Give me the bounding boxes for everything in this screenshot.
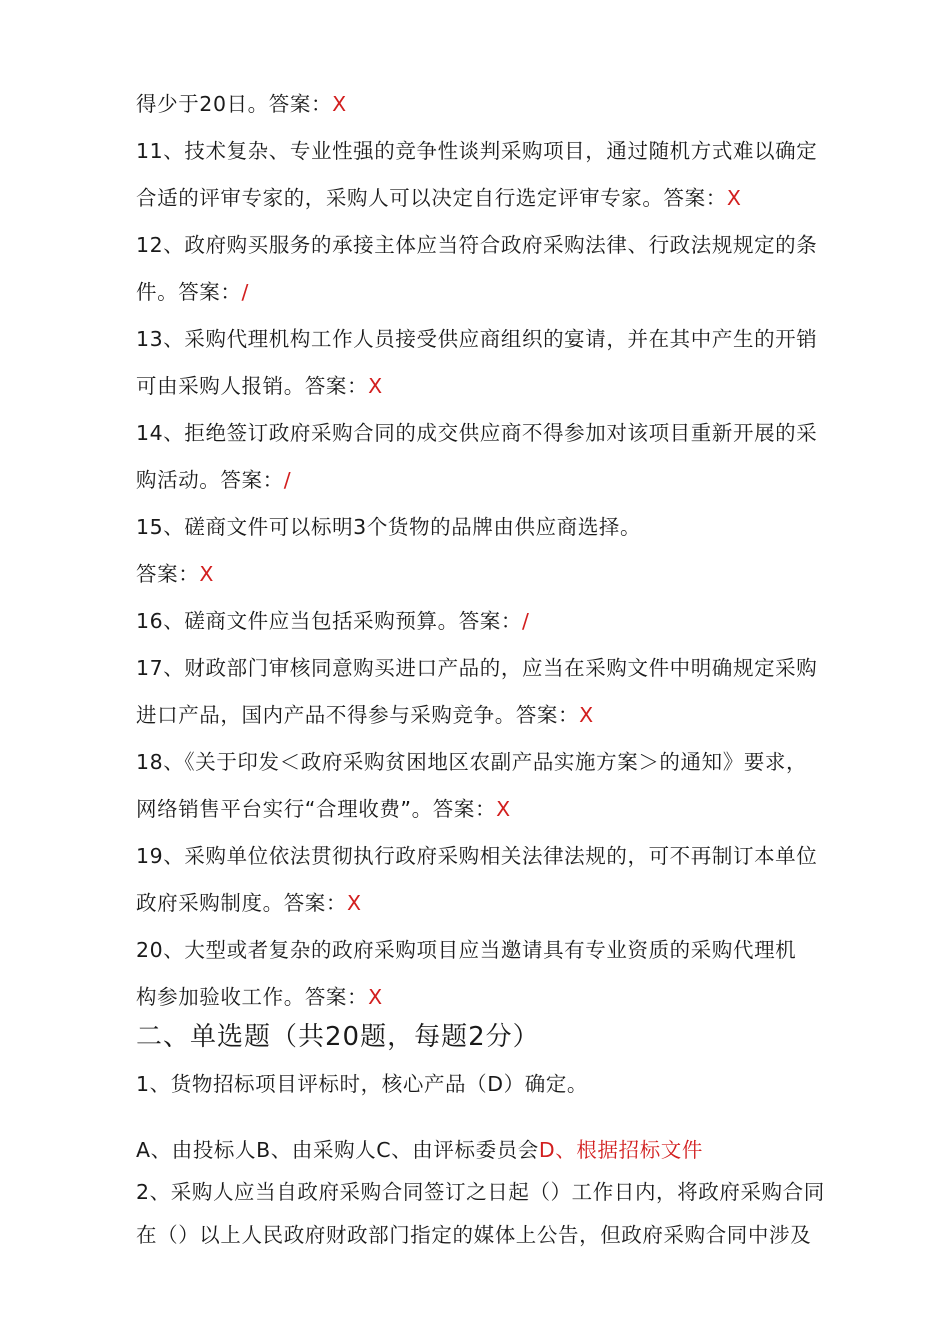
answer-mark: X	[726, 186, 742, 210]
answer-mark: X	[496, 797, 511, 821]
tf-q16-line1	[136, 606, 530, 636]
answer-label: 答案：	[304, 374, 369, 398]
tf-q15-line2	[136, 559, 214, 589]
q14-text: 购活动。	[136, 468, 221, 492]
tf-q20-line1: 20、大型或者复杂的政府采购项目应当邀请具有专业资质的采购代理机	[136, 938, 797, 962]
sc-q1-stem: 1、货物招标项目评标时，核心产品（D）确定。	[136, 1072, 589, 1096]
q17-text: 进口产品，国内产品不得参与采购竞争。	[136, 703, 516, 727]
answer-mark: /	[522, 609, 530, 633]
sc-q2-line2: 在（）以上人民政府财政部门指定的媒体上公告，但政府采购合同中涉及	[136, 1223, 812, 1247]
answer-label: 答案：	[283, 891, 348, 915]
tf-q18-line1: 18、《关于印发＜政府采购贫困地区农副产品实施方案＞的通知》要求，	[136, 750, 808, 774]
answer-mark: /	[283, 468, 292, 492]
answer-label: 答案：	[220, 468, 284, 492]
tf-q11-line1: 11、技术复杂、专业性强的竞争性谈判采购项目，通过随机方式难以确定	[136, 139, 818, 163]
answer-mark: /	[241, 280, 250, 304]
tf-q15-line1: 15、磋商文件可以标明3个货物的品牌由供应商选择。	[136, 515, 642, 539]
tf-q13-line1: 13、采购代理机构工作人员接受供应商组织的宴请，并在其中产生的开销	[136, 327, 818, 351]
options-abc: A、由投标人B、由采购人C、由评标委员会	[136, 1138, 539, 1162]
tf-q12-line2	[136, 277, 249, 307]
answer-label: 答案：	[432, 797, 497, 821]
tf-q14-line2	[136, 465, 291, 495]
tf-q19-line1: 19、采购单位依法贯彻执行政府采购相关法律法规的，可不再制订本单位	[136, 844, 818, 868]
sc-q2-line1: 2、采购人应当自政府采购合同签订之日起（）工作日内，将政府采购合同	[136, 1180, 825, 1204]
tf-q19-line2	[136, 888, 362, 918]
answer-label: 答案：	[268, 92, 333, 116]
q19-text: 政府采购制度。	[136, 891, 284, 915]
answer-label: 答案：	[458, 609, 522, 633]
tf-q17-line2	[136, 700, 594, 730]
tf-q17-line1: 17、财政部门审核同意购买进口产品的，应当在采购文件中明确规定采购	[136, 656, 818, 680]
answer-mark: X	[368, 374, 383, 398]
answer-mark: X	[347, 891, 362, 915]
answer-mark: X	[579, 703, 594, 727]
tf-q18-line2	[136, 794, 511, 824]
tf-q12-line1: 12、政府购买服务的承接主体应当符合政府采购法律、行政法规规定的条	[136, 233, 818, 257]
answer-label: 答案：	[178, 280, 242, 304]
q16-text: 16、磋商文件应当包括采购预算。	[136, 609, 459, 633]
tf-q10-tail	[136, 89, 347, 119]
q11-text: 合适的评审专家的，采购人可以决定自行选定评审专家。	[136, 186, 664, 210]
answer-mark: X	[332, 92, 347, 116]
q10-text: 得少于20日。	[136, 92, 269, 116]
answer-label: 答案：	[304, 985, 369, 1009]
answer-label: 答案：	[663, 186, 727, 210]
answer-label: 答案：	[136, 562, 200, 586]
section-heading-single-choice: 二、单选题（共20题，每题2分）	[136, 1022, 540, 1052]
tf-q13-line2	[136, 371, 383, 401]
sc-q1-options	[136, 1135, 703, 1165]
option-d-answer: D、根据招标文件	[538, 1138, 703, 1162]
tf-q20-line2	[136, 982, 383, 1012]
tf-q11-line2	[136, 183, 741, 213]
q20-text: 构参加验收工作。	[136, 985, 305, 1009]
q13-text: 可由采购人报销。	[136, 374, 305, 398]
answer-mark: X	[199, 562, 214, 586]
q18-text: 网络销售平台实行“合理收费”。	[136, 797, 433, 821]
q12-text: 件。	[136, 280, 179, 304]
answer-label: 答案：	[515, 703, 580, 727]
tf-q14-line1: 14、拒绝签订政府采购合同的成交供应商不得参加对该项目重新开展的采	[136, 421, 818, 445]
answer-mark: X	[368, 985, 383, 1009]
